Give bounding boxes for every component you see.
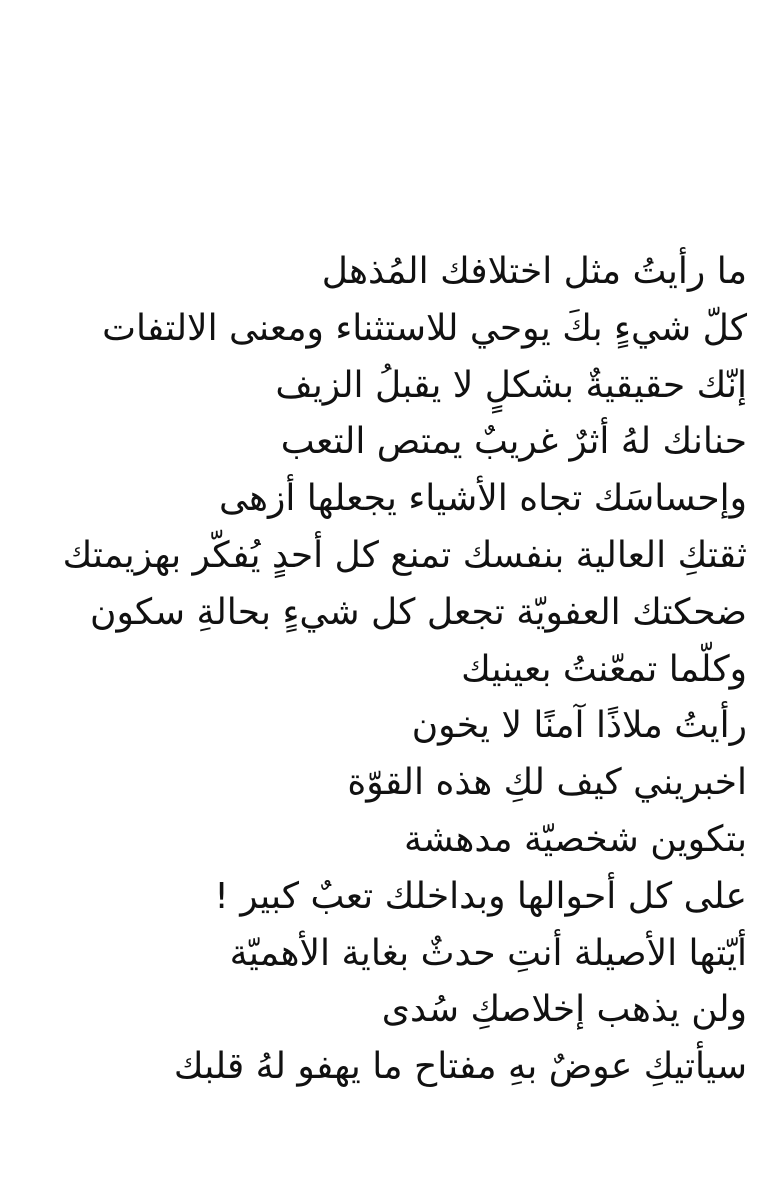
poem-line-9: رأيتُ ملاذًا آمنًا لا يخون (411, 705, 747, 747)
poem-line-1: ما رأيتُ مثل اختلافك المُذهل (321, 251, 747, 292)
poem-line-15: سيأتيكِ عوضٌ بهِ مفتاح ما يهفو لهُ قلبك (173, 1046, 747, 1088)
poem-line-12: على كل أحوالها وبداخلك تعبٌ كبير ! (214, 875, 747, 917)
poem-line-5: وإحساسَك تجاه الأشياء يجعلها أزهى (218, 478, 747, 520)
poem-line-13: أيّتها الأصيلة أنتِ حدثٌ بغاية الأهميّة (229, 932, 747, 974)
poem-line-10: اخبريني كيف لكِ هذه القوّة (347, 762, 747, 804)
poem-line-7: ضحكتك العفويّة تجعل كل شيءٍ بحالةِ سكون (90, 591, 747, 633)
poem-line-3: إنّك حقيقيةٌ بشكلٍ لا يقبلُ الزيف (275, 364, 747, 406)
poem-line-11: بتكوين شخصيّة مدهشة (403, 818, 747, 860)
poem-line-4: حنانك لهُ أثرٌ غريبٌ يمتص التعب (280, 421, 747, 463)
poem-line-14: ولن يذهب إخلاصكِ سُدى (381, 989, 747, 1031)
poem-line-8: وكلّما تمعّنتُ بعينيك (461, 648, 747, 690)
poem-line-6: ثقتكِ العالية بنفسك تمنع كل أحدٍ يُفكّر بهزيمتك (62, 534, 747, 576)
poem-line-2: كلّ شيءٍ بكَ يوحي للاستثناء ومعنى الالتفات (102, 307, 747, 349)
poem-text (7, 244, 747, 1096)
